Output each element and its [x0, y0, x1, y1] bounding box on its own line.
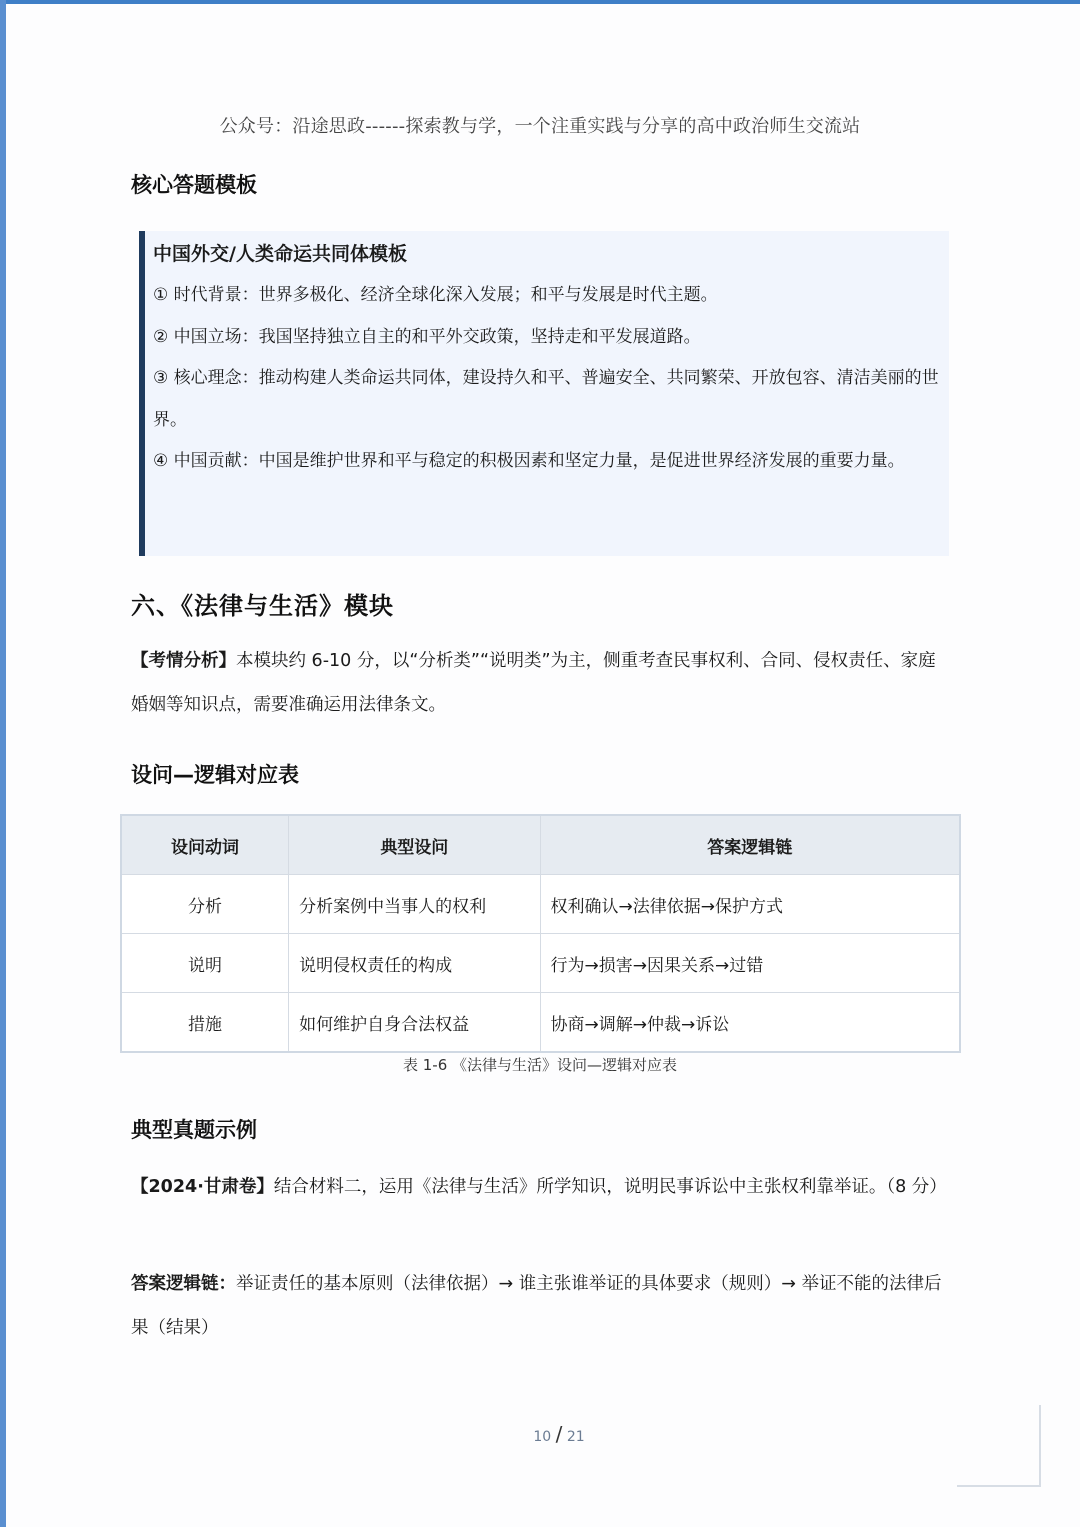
table-row	[121, 875, 960, 934]
left-accent-rule	[0, 0, 6, 1527]
callout-title: 中国外交/人类命运共同体模板	[153, 243, 407, 265]
template-callout	[139, 231, 949, 556]
analysis-label: 【考情分析】	[131, 651, 236, 671]
example-question-text: 结合材料二，运用《法律与生活》所学知识，说明民事诉讼中主张权利靠举证。（8 分）	[273, 1177, 947, 1197]
table-cell: 如何维护自身合法权益	[289, 993, 540, 1053]
table-cell: 权利确认→法律依据→保护方式	[540, 875, 960, 934]
table-cell: 行为→损害→因果关系→过错	[540, 934, 960, 993]
example-question	[131, 1165, 951, 1209]
table-header-row	[121, 815, 960, 875]
page-number	[0, 1422, 1080, 1446]
example-heading: 典型真题示例	[131, 1118, 257, 1142]
page-header: 公众号：沿途思政------探索教与学，一个注重实践与分享的高中政治师生交流站	[219, 116, 861, 137]
callout-item: ① 时代背景：世界多极化、经济全球化深入发展；和平与发展是时代主题。	[153, 285, 718, 305]
table-cell: 分析案例中当事人的权利	[289, 875, 540, 934]
table-header-cell: 典型设问	[289, 815, 540, 875]
logic-table	[120, 814, 961, 1053]
table-cell: 说明	[121, 934, 289, 993]
table-caption: 表 1-6 《法律与生活》设问—逻辑对应表	[402, 1056, 678, 1074]
template-heading: 核心答题模板	[131, 173, 257, 197]
table-cell: 分析	[121, 875, 289, 934]
page-corner-mark	[957, 1405, 1041, 1487]
callout-item: ③ 核心理念：推动构建人类命运共同体，建设持久和平、普遍安全、共同繁荣、开放包容、清洁美丽的世界。	[153, 368, 939, 430]
page-separator: /	[555, 1422, 563, 1446]
table-cell: 说明侵权责任的构成	[289, 934, 540, 993]
analysis-paragraph	[131, 639, 951, 727]
table-row	[121, 993, 960, 1053]
answer-text: 举证责任的基本原则（法律依据）→ 谁主张谁举证的具体要求（规则）→ 举证不能的法律后果（结果）	[131, 1274, 942, 1338]
example-label: 【2024·甘肃卷】	[131, 1177, 274, 1197]
analysis-text: 本模块约 6-10 分，以“分析类”“说明类”为主，侧重考查民事权利、合同、侵权责任、家庭婚姻等知识点，需要准确运用法律条文。	[131, 651, 936, 715]
table-header-cell: 答案逻辑链	[540, 815, 960, 875]
answer-logic	[131, 1262, 951, 1350]
table-cell: 措施	[121, 993, 289, 1053]
table-header-cell: 设问动词	[121, 815, 289, 875]
callout-item: ② 中国立场：我国坚持独立自主的和平外交政策，坚持走和平发展道路。	[153, 326, 701, 347]
answer-label: 答案逻辑链：	[131, 1274, 236, 1294]
module-heading: 六、《法律与生活》模块	[131, 592, 394, 620]
callout-item: ④ 中国贡献：中国是维护世界和平与稳定的积极因素和坚定力量，是促进世界经济发展的重要力量。	[153, 451, 905, 471]
logic-table-heading: 设问—逻辑对应表	[131, 763, 299, 787]
current-page: 10	[533, 1429, 552, 1445]
table-row	[121, 934, 960, 993]
total-pages: 21	[566, 1429, 585, 1445]
table-cell: 协商→调解→仲裁→诉讼	[540, 993, 960, 1053]
